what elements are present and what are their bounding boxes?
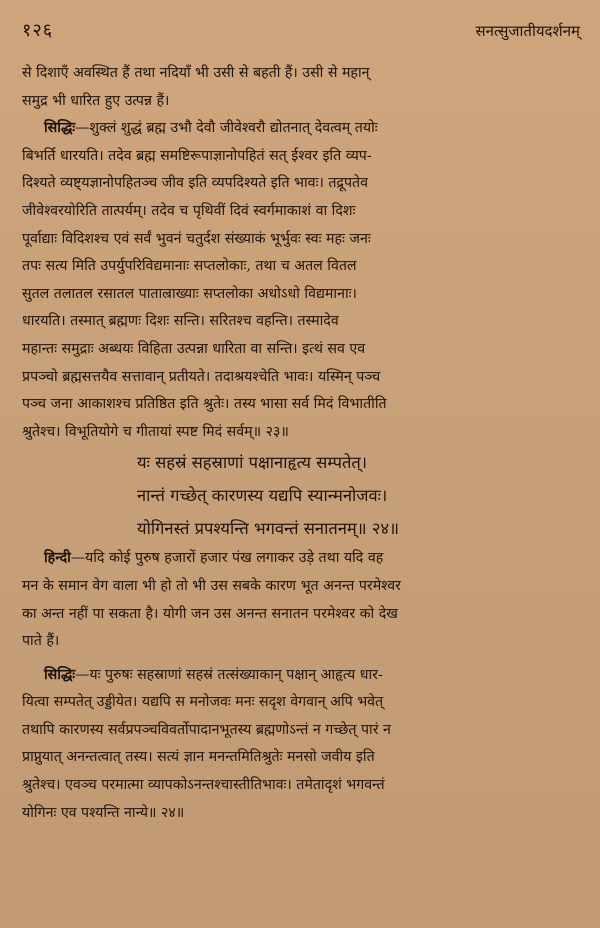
verse-24 [22,446,580,545]
text-line: का अन्त नहीं पा सकता है। योगी जन उस अनन्त सनातन परमेश्वर को देख [22,605,398,622]
text-line: योगिनः एव पश्यन्ति नान्ये॥ २४॥ [22,804,185,821]
text-line: मन के समान वेग वाला भी हो तो भी उस सबके कारण भूत अनन्त परमेश्वर [22,577,401,594]
text-line: तथापि कारणस्य सर्वप्रपञ्चविवर्तोपादानभूतस्य ब्रह्मणोऽन्तं न गच्छेत् पारं न [22,721,391,738]
text-line: श्रुतेश्च। एवञ्च परमात्मा व्यापकोऽनन्तश्चास्तीतिभावः। तमेतादृशं भगवन्तं [22,777,385,794]
siddhi-label: सिद्धिः [44,120,76,137]
running-title: सनत्सुजातीयदर्शनम् [475,22,580,40]
hindi-label: हिन्दी [44,550,71,567]
siddhi-commentary-1 [22,115,580,446]
verse-line: योगिनस्तं प्रपश्यन्ति भगवन्तं सनातनम्॥ २४॥ [137,519,399,539]
text-line: से दिशाएँ अवस्थित हैं तथा नदियाँ भी उसी से बहती हैं। उसी से महान् [22,65,370,81]
text-line: —यः पुरुषः सहस्राणां सहस्रं तत्संख्याकान् पक्षान् आहृत्य धार- [75,666,383,683]
text-line: पूर्वाद्याः विदिशश्च एवं सर्वं भुवनं चतुर्दश संख्याकं भूर्भुवः स्वः महः जनः [22,230,371,247]
text-line: महान्तः समुद्राः अब्धयः विहिता उत्पन्ना धारिता वा सन्ति। इत्थं सव एव [22,340,366,357]
text-line: सुतल तलातल रसातल पाताल्राख्याः सप्तलोका अधोऽधो विद्यमानाः। [22,285,357,302]
verse-line: यः सहस्रं सहस्राणां पक्षानाहृत्य सम्पतेत्। [137,453,368,473]
page-number: १२६ [22,20,54,41]
text-line: दिश्यते व्यष्ट्यज्ञानोपहितञ्च जीव इति व्यपदिश्यते इति भावः। तद्रूपतेव [22,175,368,192]
page-header [22,18,580,52]
text-line: यित्वा सम्पतेत् उड्डीयेत। यद्यपि स मनोजवः मनः सदृश वेगवान् अपि भवेत् [22,694,384,711]
hindi-translation [22,545,580,655]
text-line: बिभर्ति धारयति। तदेव ब्रह्म समष्टिरूपाज्ञानोपहितं सत् ईश्वर इति व्यप- [22,147,372,164]
text-line: पञ्च जना आकाशश्च प्रतिष्ठित इति श्रुतेः। तस्य भासा सर्व मिदं विभातीति [22,396,387,413]
text-line: तपः सत्य मिति उपर्युपरिविद्यमानाः सप्तलोकाः, तथा च अतल वितल [22,258,357,275]
siddhi-commentary-2 [22,662,580,828]
text-line: धारयति। तस्मात् ब्रह्मणः दिशः सन्ति। सरितश्च वहन्ति। तस्मादेव [22,313,339,330]
intro-paragraph [22,60,580,115]
text-line: प्राप्नुयात् अनन्तत्वात् तस्य। सत्यं ज्ञान मनन्तमितिश्रुतेः मनसो जवीय इति [22,749,375,766]
verse-line: नान्तं गच्छेत् कारणस्य यद्यपि स्यान्मनोजवः। [137,486,388,506]
text-line: प्रपञ्चो ब्रह्मसत्तयैव सत्तावान् प्रतीयते। तदाश्रयश्चेति भावः। यस्मिन् पञ्च [22,368,381,385]
text-line: —शुक्लं शुद्धं ब्रह्म उभौ देवौ जीवेश्वरौ द्योतनात् देवत्वम् तयोः [75,120,378,137]
text-line: श्रुतेश्च। विभूतियोगे च गीतायां स्पष्ट मिदं सर्वम्॥ २३॥ [22,423,289,440]
siddhi-label: सिद्धिः [44,666,76,683]
text-line: समुद्र भी धारित हुए उत्पन्न हैं। [22,92,170,109]
text-line: पाते हैं। [22,633,60,650]
text-line: जीवेश्वरयोरिति तात्पर्यम्। तदेव च पृथिवीं दिवं स्वर्गमाकाशं वा दिशः [22,202,356,219]
text-line: —यदि कोई पुरुष हजारों हजार पंख लगाकर उड़े तथा यदि वह [70,550,384,567]
